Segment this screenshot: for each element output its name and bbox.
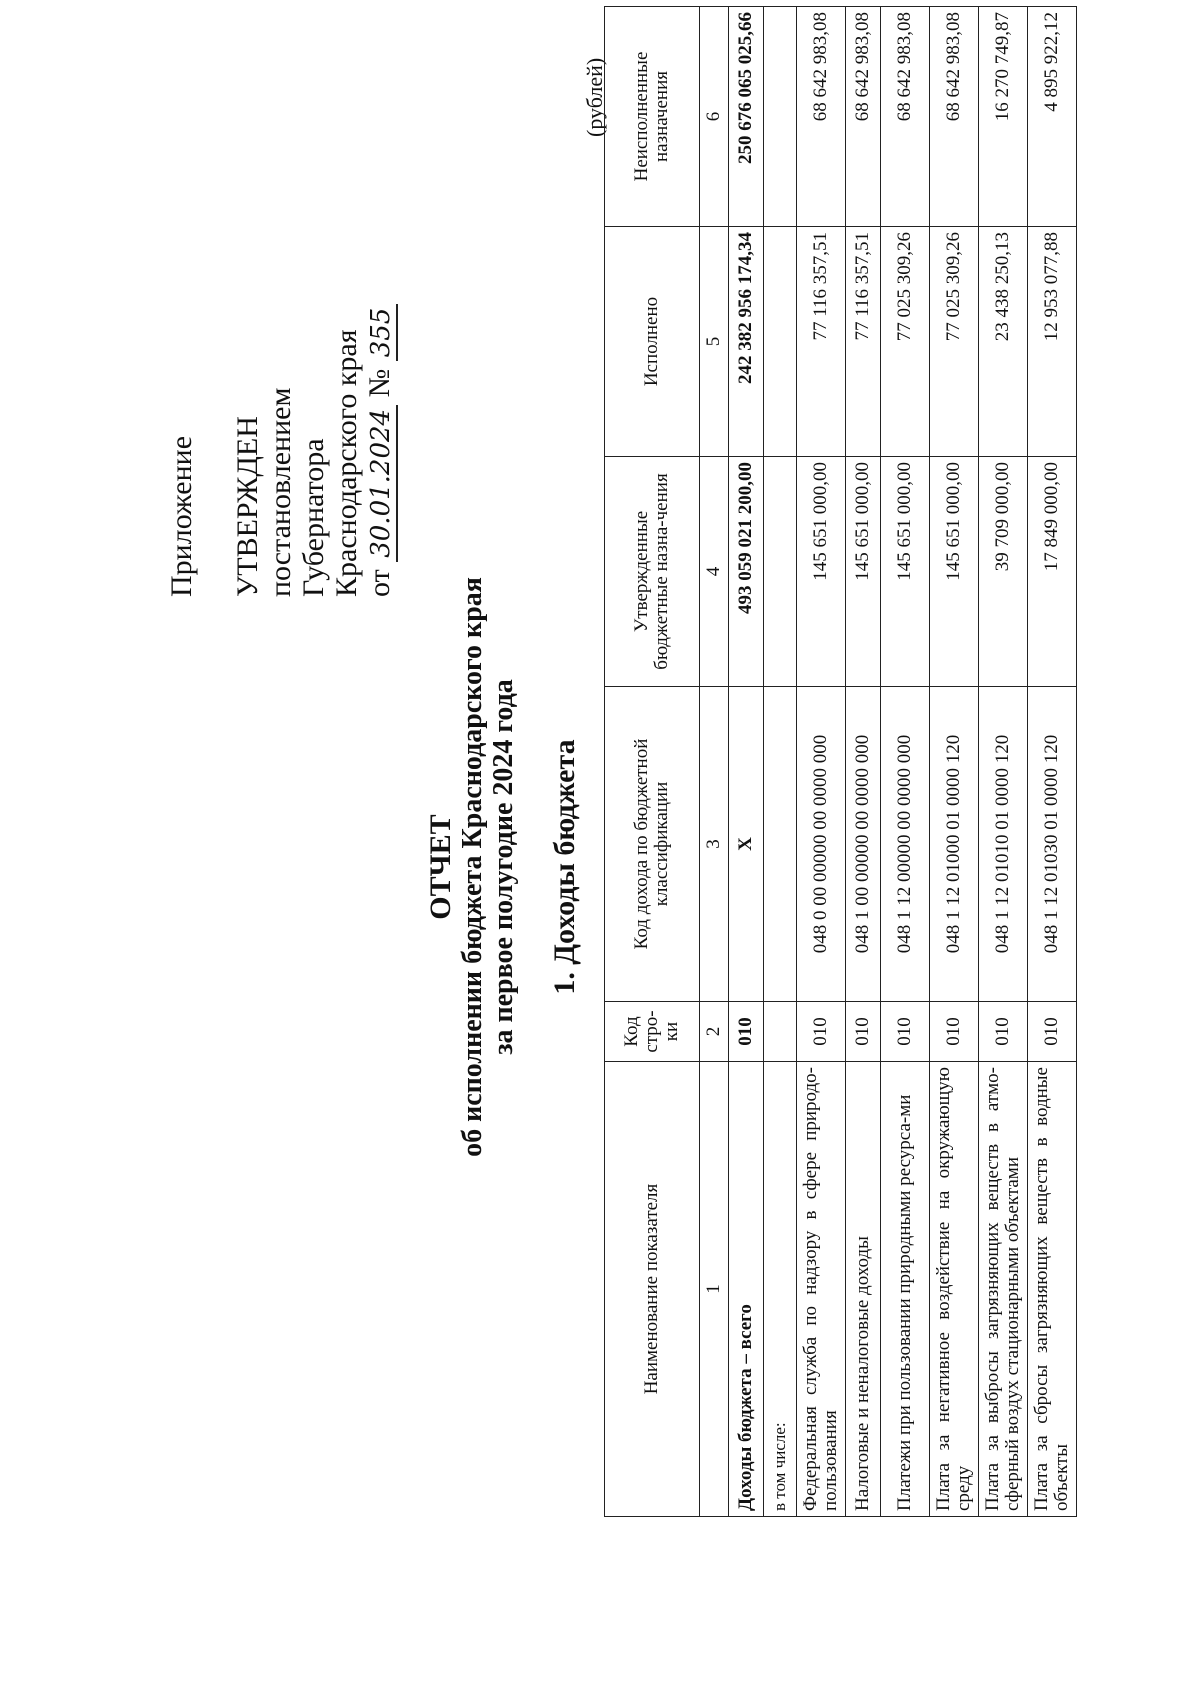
table-row-including (764, 7, 797, 1517)
row-line-code: 010 (930, 1002, 979, 1062)
row-name: Доходы бюджета – всего (729, 1062, 764, 1517)
row-line-code: 010 (846, 1002, 881, 1062)
header-approved: Утвержденные бюджетные назна-чения (605, 457, 700, 687)
row-line-code: 010 (729, 1002, 764, 1062)
section-title: 1. Доходы бюджета (548, 739, 581, 995)
header-indicator-name: Наименование показателя (605, 1062, 700, 1517)
column-number: 1 (700, 1062, 729, 1517)
row-line-code: 010 (1028, 1002, 1077, 1062)
row-unexecuted (764, 7, 797, 227)
row-unexecuted: 68 642 983,08 (881, 7, 930, 227)
units-label: (рублей) (582, 57, 607, 137)
row-executed: 242 382 956 174,34 (729, 227, 764, 457)
report-subtitle: об исполнении бюджета Краснодарского края (457, 577, 488, 1157)
report-title: ОТЧЕТ (424, 814, 457, 920)
row-executed (764, 227, 797, 457)
row-approved: 145 651 000,00 (846, 457, 881, 687)
row-revenue-code: 048 1 12 01000 01 0000 120 (930, 687, 979, 1002)
revenue-table (604, 6, 1077, 1517)
header-line-code: Код стро-ки (605, 1002, 700, 1062)
row-line-code: 010 (797, 1002, 846, 1062)
row-executed: 77 025 309,26 (881, 227, 930, 457)
row-approved: 39 709 000,00 (979, 457, 1028, 687)
table-row (846, 7, 881, 1517)
approved-by-governor: Губернатора (297, 438, 330, 597)
table-header-row (605, 7, 700, 1517)
row-name: Налоговые и неналоговые доходы (846, 1062, 881, 1517)
report-period: за первое полугодие 2024 года (488, 679, 519, 1055)
row-approved: 17 849 000,00 (1028, 457, 1077, 687)
column-number: 2 (700, 1002, 729, 1062)
approved-by-region: Краснодарского края (330, 329, 363, 597)
row-unexecuted: 68 642 983,08 (797, 7, 846, 227)
header-unexecuted: Неисполненные назначения (605, 7, 700, 227)
row-revenue-code: 048 0 00 00000 00 0000 000 (797, 687, 846, 1002)
row-name: Плата за негативное воздействие на окружающую среду (930, 1062, 979, 1517)
approved-by-line: постановлением (264, 387, 297, 597)
row-revenue-code: 048 1 12 00000 00 0000 000 (881, 687, 930, 1002)
row-revenue-code (764, 687, 797, 1002)
approval-date-line (363, 304, 398, 597)
approval-block (165, 304, 398, 597)
approved-label: УТВЕРЖДЕН (231, 416, 264, 597)
row-executed: 77 116 357,51 (846, 227, 881, 457)
row-unexecuted: 250 676 065 025,66 (729, 7, 764, 227)
column-number-row (700, 7, 729, 1517)
row-line-code (764, 1002, 797, 1062)
row-name: Плата за выбросы загрязняющих веществ в атмо-сферный воздух стационарными объектами (979, 1062, 1028, 1517)
handwritten-number: 355 (366, 304, 398, 362)
row-unexecuted: 4 895 922,12 (1028, 7, 1077, 227)
row-name: Плата за сбросы загрязняющих веществ в водные объекты (1028, 1062, 1077, 1517)
row-revenue-code: 048 1 12 01010 01 0000 120 (979, 687, 1028, 1002)
table-row (797, 7, 846, 1517)
row-approved (764, 457, 797, 687)
row-approved: 145 651 000,00 (797, 457, 846, 687)
table-row-total (729, 7, 764, 1517)
header-executed: Исполнено (605, 227, 700, 457)
appendix-label: Приложение (165, 435, 198, 597)
revenue-table-wrap (604, 7, 1077, 1517)
column-number: 4 (700, 457, 729, 687)
row-name: Платежи при пользовании природными ресурса-ми (881, 1062, 930, 1517)
row-revenue-code: 048 1 12 01030 01 0000 120 (1028, 687, 1077, 1002)
row-executed: 23 438 250,13 (979, 227, 1028, 457)
column-number: 5 (700, 227, 729, 457)
column-number: 6 (700, 7, 729, 227)
row-unexecuted: 68 642 983,08 (930, 7, 979, 227)
row-approved: 145 651 000,00 (930, 457, 979, 687)
number-prefix: № (363, 368, 396, 398)
row-line-code: 010 (881, 1002, 930, 1062)
table-row (881, 7, 930, 1517)
row-revenue-code: X (729, 687, 764, 1002)
header-revenue-code: Код дохода по бюджетной классификации (605, 687, 700, 1002)
table-row (1028, 7, 1077, 1517)
handwritten-date: 30.01.2024 (366, 405, 398, 562)
row-revenue-code: 048 1 00 00000 00 0000 000 (846, 687, 881, 1002)
row-approved: 145 651 000,00 (881, 457, 930, 687)
row-approved: 493 059 021 200,00 (729, 457, 764, 687)
column-number: 3 (700, 687, 729, 1002)
row-line-code: 010 (979, 1002, 1028, 1062)
row-executed: 77 116 357,51 (797, 227, 846, 457)
row-name: Федеральная служба по надзору в сфере природо-пользования (797, 1062, 846, 1517)
date-prefix: от (363, 569, 396, 597)
row-executed: 12 953 077,88 (1028, 227, 1077, 457)
row-unexecuted: 68 642 983,08 (846, 7, 881, 227)
table-row (979, 7, 1028, 1517)
row-name: в том числе: (764, 1062, 797, 1517)
row-unexecuted: 16 270 749,87 (979, 7, 1028, 227)
report-title-block (425, 337, 519, 1397)
row-executed: 77 025 309,26 (930, 227, 979, 457)
table-row (930, 7, 979, 1517)
